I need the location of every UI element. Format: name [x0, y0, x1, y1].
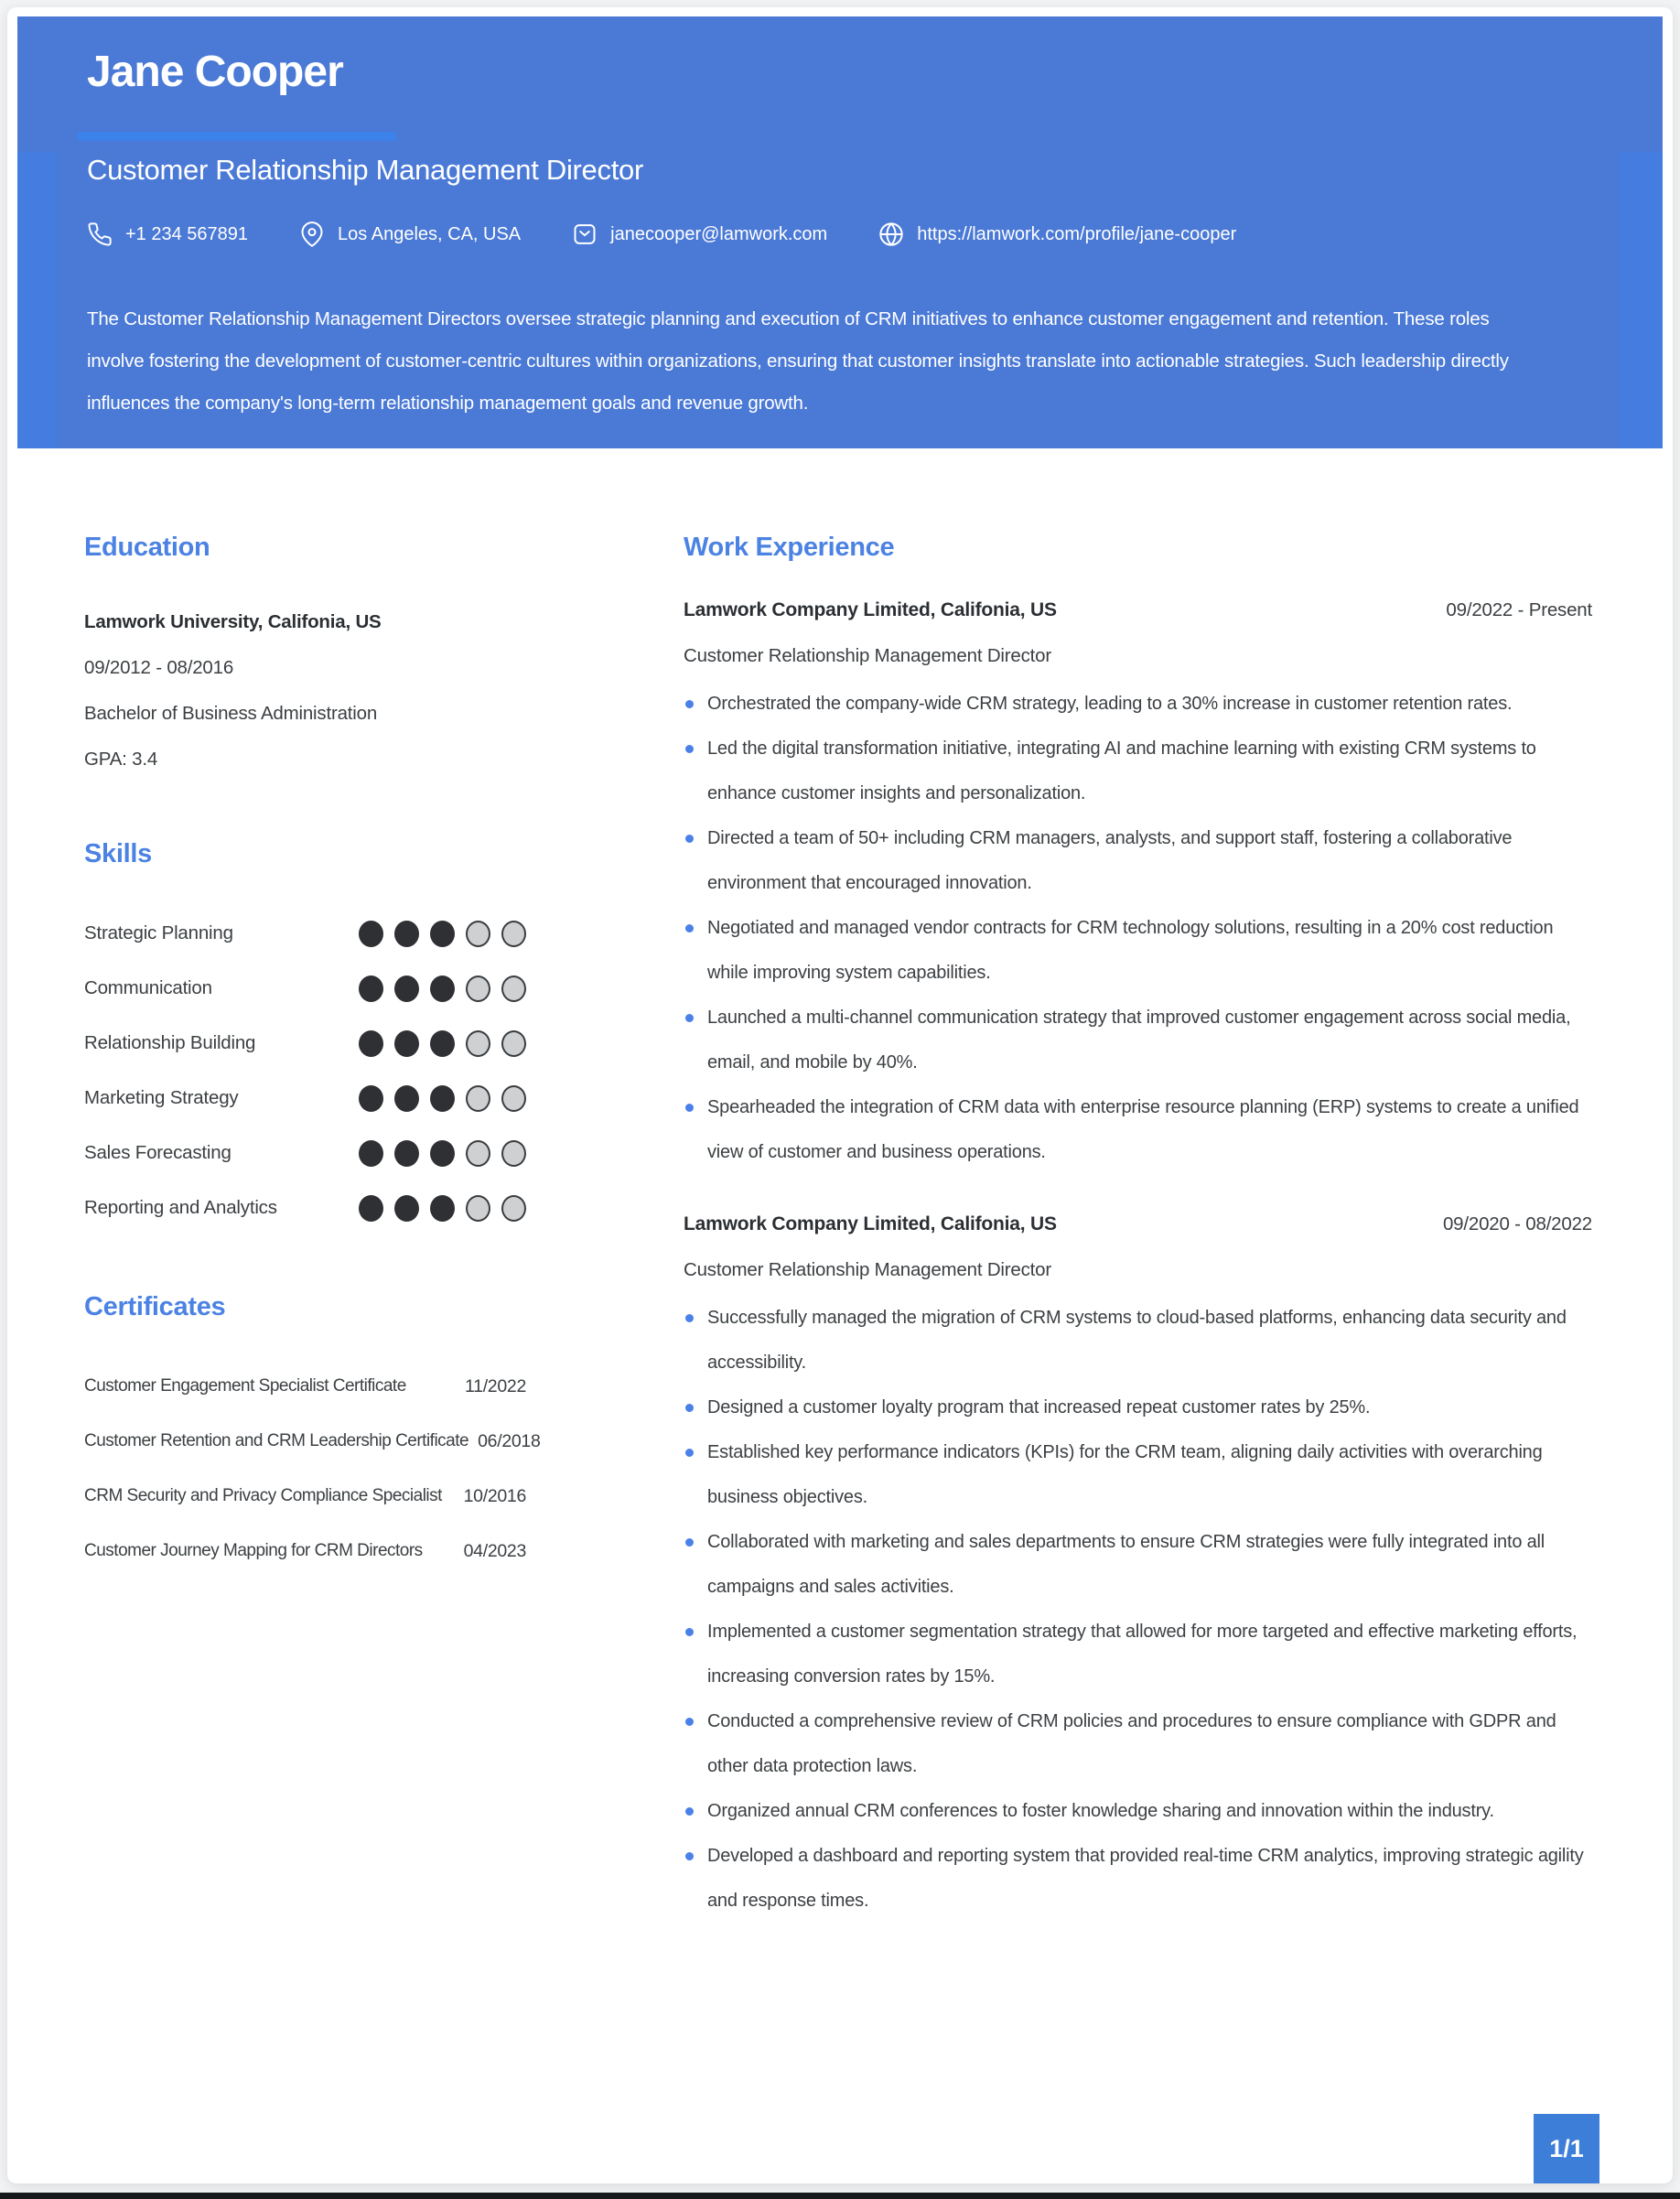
job-dates: 09/2022 - Present: [1446, 599, 1592, 621]
skill-name: Reporting and Analytics: [84, 1197, 277, 1219]
work-experience-section: [684, 533, 1592, 1924]
certificate-name: CRM Security and Privacy Compliance Specialist: [84, 1486, 442, 1506]
job-header-row: [684, 599, 1592, 621]
certificates-section: [84, 1292, 541, 1579]
skill-row: [84, 1016, 526, 1071]
candidate-title: Customer Relationship Management Director: [87, 154, 643, 187]
skill-dot-filled: [430, 1085, 455, 1112]
phone-icon: [87, 221, 113, 247]
skill-level-dots: [359, 1085, 526, 1112]
job-bullet: Led the digital transformation initiative, integrating AI and machine learning with existing CRM systems to enhance customer insights and personalization.: [684, 727, 1592, 816]
window-bottom-edge: [0, 2193, 1680, 2199]
job-bullet: Implemented a customer segmentation strategy that allowed for more targeted and effective marketing efforts, increasing conversion rates by 15%.: [684, 1610, 1592, 1699]
certificate-row: [84, 1414, 541, 1469]
right-column: [684, 533, 1592, 1980]
skill-name: Marketing Strategy: [84, 1087, 239, 1109]
skill-dot-filled: [394, 921, 419, 947]
certificate-date: 06/2018: [478, 1430, 541, 1451]
skill-dot-empty: [466, 921, 490, 947]
skills-list: [84, 906, 526, 1235]
skill-level-dots: [359, 1195, 526, 1222]
skill-dot-empty: [501, 1140, 526, 1167]
contact-phone-text: +1 234 567891: [125, 223, 249, 244]
skill-level-dots: [359, 976, 526, 1002]
job-bullet: Directed a team of 50+ including CRM managers, analysts, and support staff, fostering a collaborative environment that encouraged innovation.: [684, 816, 1592, 906]
resume-page: [7, 7, 1673, 2183]
skill-dot-empty: [466, 1195, 490, 1222]
job-bullet: Conducted a comprehensive review of CRM policies and procedures to ensure compliance with GDPR and other data protection laws.: [684, 1699, 1592, 1789]
job-company: Lamwork Company Limited, Califonia, US: [684, 1213, 1057, 1235]
skill-dot-filled: [394, 1030, 419, 1057]
job-dates: 09/2020 - 08/2022: [1442, 1213, 1592, 1235]
certificate-row: [84, 1524, 526, 1579]
skill-row: [84, 906, 526, 961]
skill-name: Communication: [84, 977, 212, 999]
job-bullet: Collaborated with marketing and sales departments to ensure CRM strategies were fully integrated into all campaigns and sales activities.: [684, 1520, 1592, 1610]
skill-dot-filled: [430, 976, 455, 1002]
skill-dot-filled: [359, 921, 383, 947]
skill-dot-filled: [394, 1195, 419, 1222]
skill-dot-empty: [501, 1195, 526, 1222]
skill-dot-filled: [394, 976, 419, 1002]
certificate-name: Customer Retention and CRM Leadership Certificate: [84, 1431, 469, 1451]
skill-dot-empty: [501, 976, 526, 1002]
certificate-row: [84, 1359, 526, 1414]
job-entry: [684, 599, 1592, 1175]
job-company: Lamwork Company Limited, Califonia, US: [684, 599, 1057, 621]
skill-dot-filled: [430, 1030, 455, 1057]
contact-email[interactable]: [572, 221, 827, 247]
skill-dot-filled: [430, 921, 455, 947]
job-bullet: Successfully managed the migration of CRM systems to cloud-based platforms, enhancing data security and accessibility.: [684, 1296, 1592, 1385]
resume-body: [7, 448, 1673, 1980]
skill-name: Relationship Building: [84, 1032, 256, 1054]
contact-website-text: https://lamwork.com/profile/jane-cooper: [917, 223, 1237, 244]
skill-level-dots: [359, 921, 526, 947]
header-left-accent-bar: [17, 152, 57, 448]
skill-dot-empty: [466, 1030, 490, 1057]
skill-dot-filled: [394, 1085, 419, 1112]
work-experience-heading: Work Experience: [684, 533, 895, 563]
certificates-list: [84, 1359, 541, 1579]
education-dates: 09/2012 - 08/2016: [84, 657, 234, 679]
job-bullet: Orchestrated the company-wide CRM strategy, leading to a 30% increase in customer retention rates.: [684, 682, 1592, 727]
skill-dot-empty: [501, 921, 526, 947]
job-bullet: Developed a dashboard and reporting system that provided real-time CRM analytics, improving strategic agility and response times.: [684, 1834, 1592, 1924]
skill-dot-filled: [359, 1140, 383, 1167]
education-heading: Education: [84, 533, 210, 563]
skill-dot-empty: [501, 1085, 526, 1112]
job-role: Customer Relationship Management Director: [684, 645, 1051, 667]
job-bullet: Negotiated and managed vendor contracts for CRM technology solutions, resulting in a 20% cost reduction while improving system capabilities.: [684, 906, 1592, 996]
education-section: [84, 533, 526, 782]
skill-dot-filled: [394, 1140, 419, 1167]
certificate-name: Customer Engagement Specialist Certificate: [84, 1376, 406, 1396]
certificate-name: Customer Journey Mapping for CRM Directors: [84, 1541, 423, 1561]
skill-level-dots: [359, 1140, 526, 1167]
skill-dot-empty: [501, 1030, 526, 1057]
skill-dot-filled: [359, 976, 383, 1002]
skill-dot-filled: [359, 1085, 383, 1112]
job-bullet: Launched a multi-channel communication strategy that improved customer engagement across social media, email, and mobile by 40%.: [684, 996, 1592, 1085]
education-gpa: GPA: 3.4: [84, 749, 158, 771]
contact-email-text: janecooper@lamwork.com: [610, 223, 828, 244]
skill-row: [84, 1126, 526, 1180]
contact-location: [299, 221, 521, 247]
education-degree: Bachelor of Business Administration: [84, 703, 378, 725]
skill-dot-filled: [430, 1140, 455, 1167]
resume-header: [17, 16, 1663, 448]
contact-location-text: Los Angeles, CA, USA: [338, 223, 522, 244]
job-bullets: [684, 1296, 1592, 1924]
skill-name: Strategic Planning: [84, 922, 233, 944]
left-column: [84, 533, 541, 1980]
globe-icon: [878, 221, 904, 247]
skill-row: [84, 1071, 526, 1126]
certificate-date: 11/2022: [465, 1375, 526, 1396]
certificates-heading: Certificates: [84, 1292, 226, 1322]
job-role: Customer Relationship Management Director: [684, 1259, 1051, 1281]
job-entry: [684, 1213, 1592, 1924]
job-header-row: [684, 1213, 1592, 1235]
profile-summary: The Customer Relationship Management Directors oversee strategic planning and execution of CRM initiatives to enhance customer engagement and retention. These roles involve fostering the development of customer-centric cultures within organizations, ensuring that customer insights translate into actionable strategies. Such leadership directly influences the company's long-term relationship management goals and revenue growth.: [87, 308, 1509, 415]
certificate-date: 04/2023: [463, 1540, 526, 1561]
header-right-accent-bar: [1620, 152, 1663, 448]
skill-level-dots: [359, 1030, 526, 1057]
skill-dot-filled: [359, 1195, 383, 1222]
education-school: Lamwork University, Califonia, US: [84, 611, 382, 633]
page-indicator-badge: 1/1: [1534, 2114, 1599, 2183]
candidate-name: Jane Cooper: [87, 48, 343, 96]
skill-row: [84, 1180, 526, 1235]
contact-row: [87, 221, 1575, 247]
skill-dot-filled: [359, 1030, 383, 1057]
skill-dot-empty: [466, 1140, 490, 1167]
skill-dot-empty: [466, 976, 490, 1002]
job-bullet: Established key performance indicators (KPIs) for the CRM team, aligning daily activities with overarching business objectives.: [684, 1430, 1592, 1520]
job-bullet: Designed a customer loyalty program that increased repeat customer rates by 25%.: [684, 1385, 1592, 1430]
name-underline-bar: [78, 132, 396, 141]
contact-website[interactable]: [878, 221, 1236, 247]
job-bullet: Spearheaded the integration of CRM data with enterprise resource planning (ERP) systems to create a unified view of customer and business operations.: [684, 1085, 1592, 1175]
skill-row: [84, 961, 526, 1016]
skill-dot-empty: [466, 1085, 490, 1112]
mail-icon: [572, 221, 598, 247]
skills-heading: Skills: [84, 839, 152, 869]
job-bullets: [684, 682, 1592, 1175]
skill-dot-filled: [430, 1195, 455, 1222]
location-pin-icon: [299, 221, 325, 247]
certificate-row: [84, 1469, 526, 1524]
contact-phone: [87, 221, 248, 247]
job-bullet: Organized annual CRM conferences to foster knowledge sharing and innovation within the industry.: [684, 1789, 1592, 1834]
skill-name: Sales Forecasting: [84, 1142, 232, 1164]
skills-section: [84, 839, 526, 1235]
jobs-list: [684, 599, 1592, 1924]
certificate-date: 10/2016: [463, 1485, 526, 1506]
